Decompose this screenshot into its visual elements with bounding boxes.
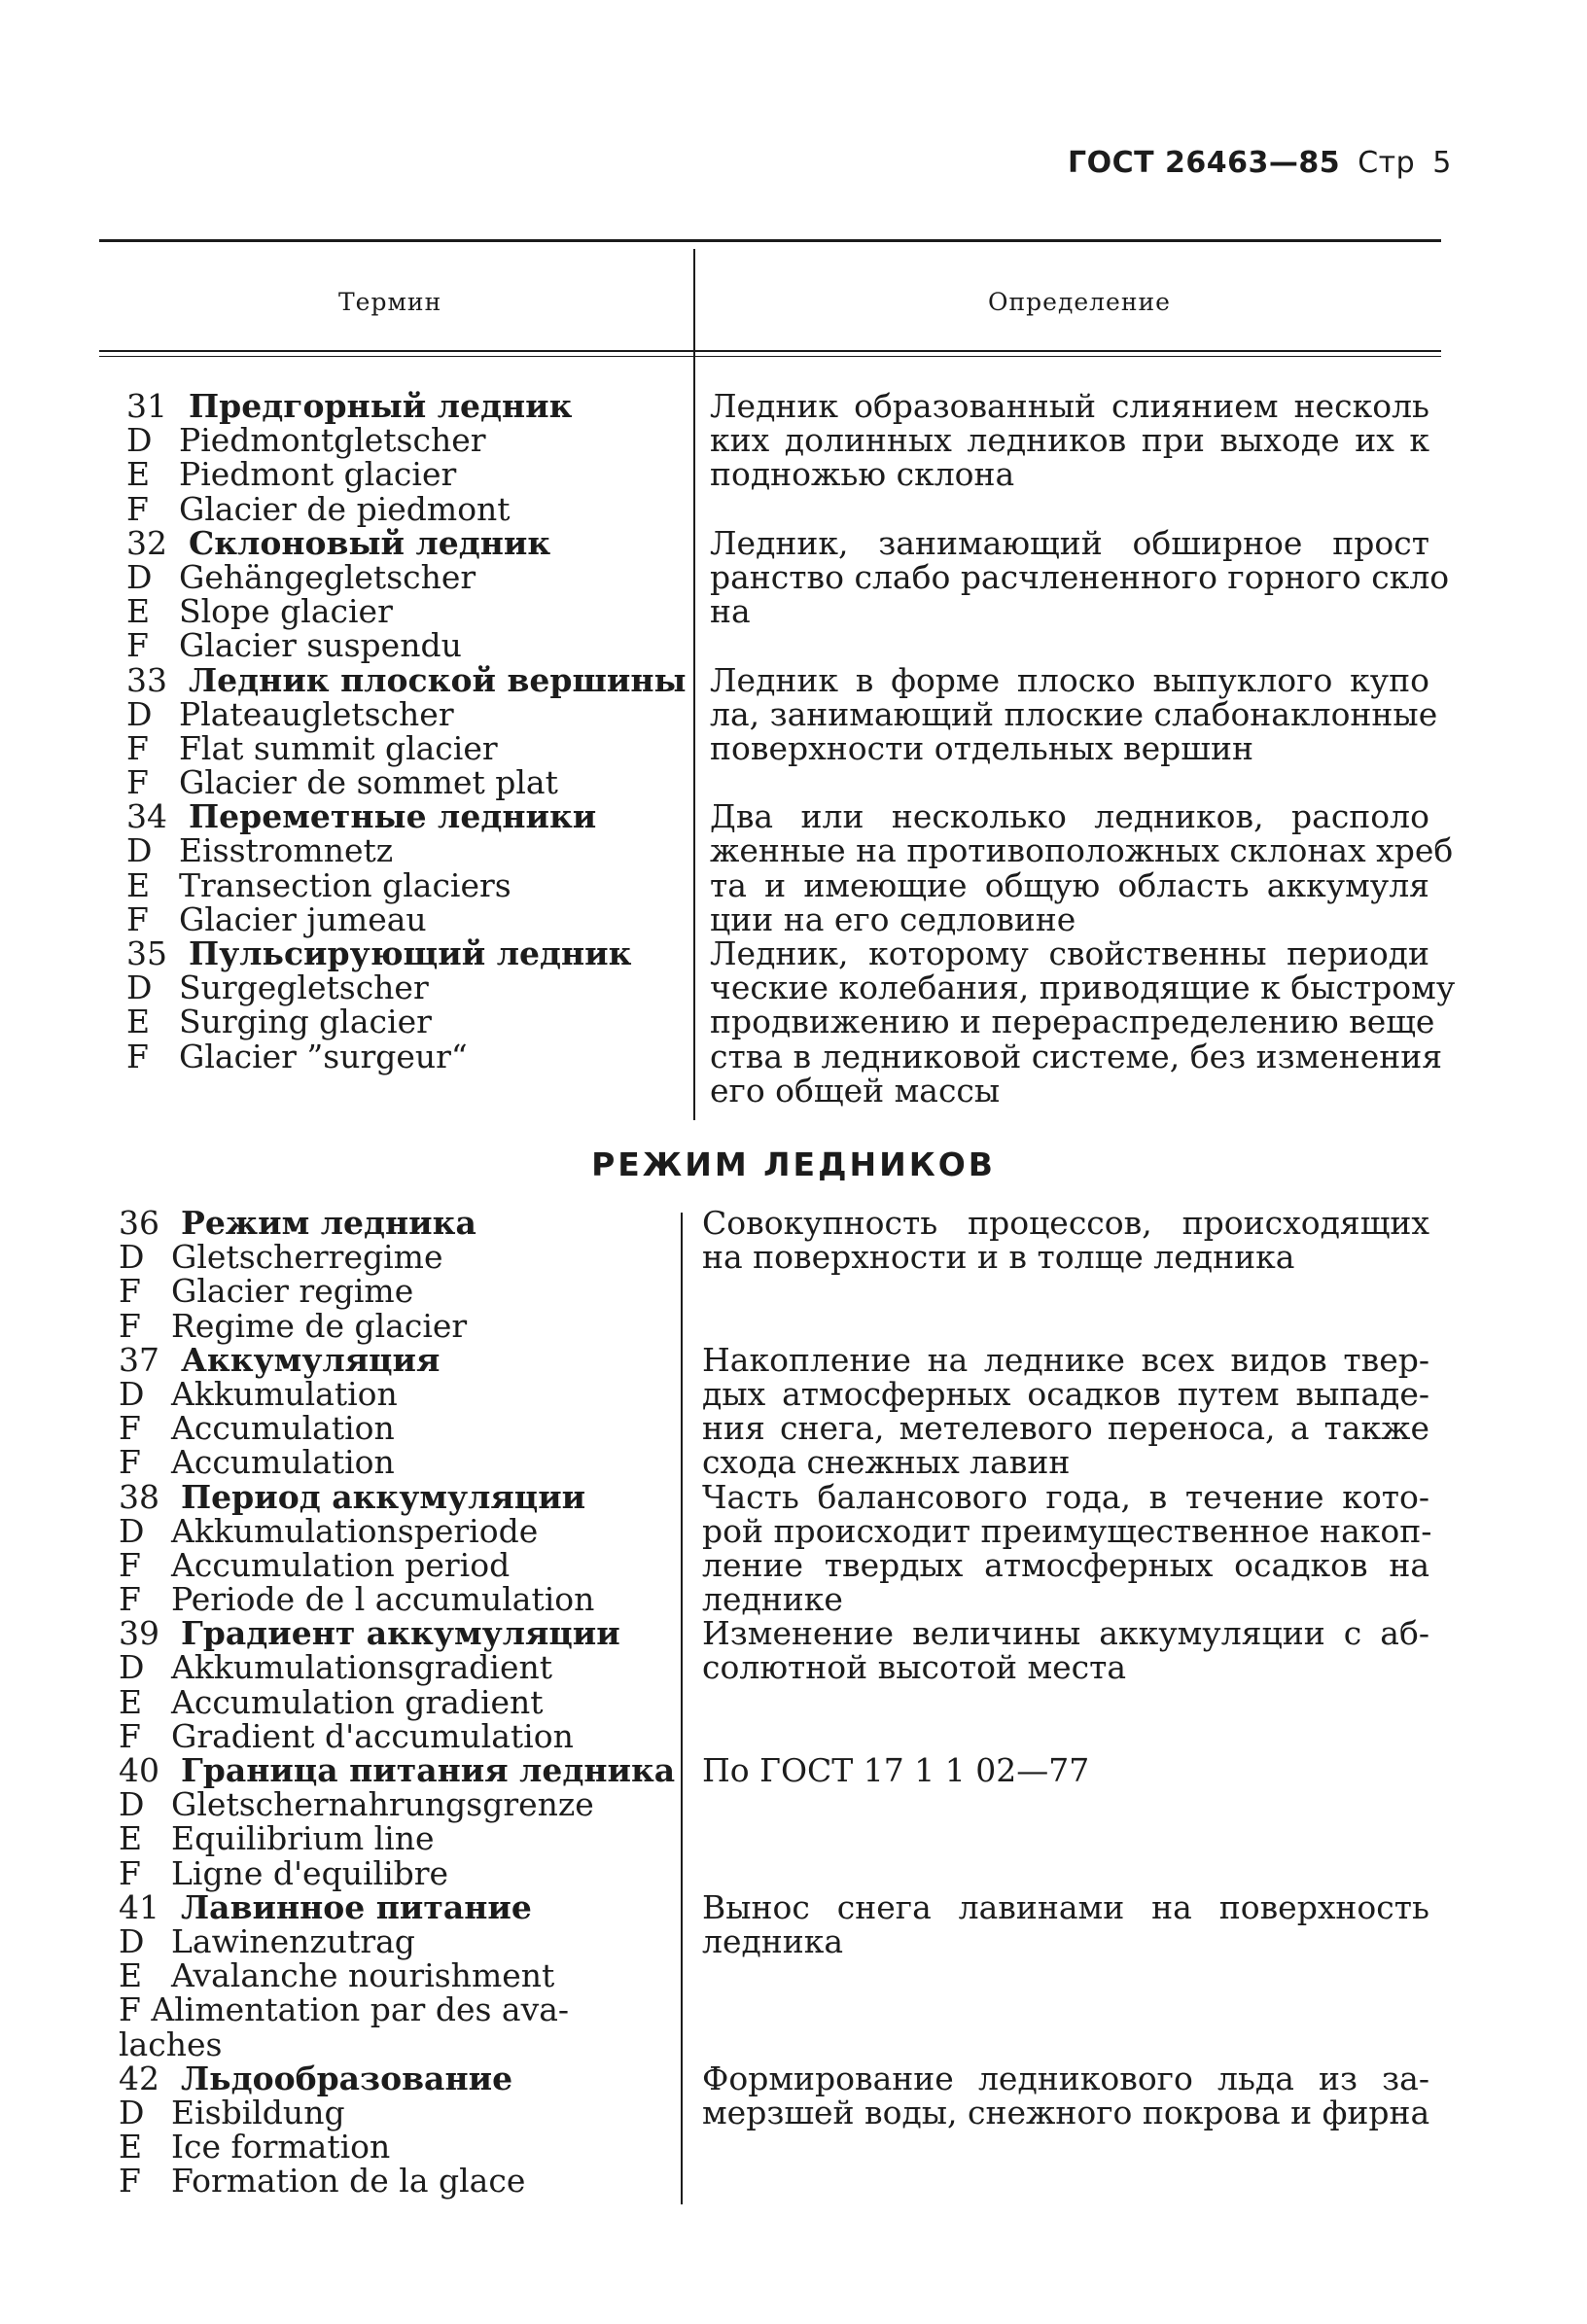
term-translation — [126, 968, 687, 1007]
term-number: 42 — [119, 2059, 159, 2097]
term-translation — [126, 1039, 687, 1074]
term-translation — [126, 694, 687, 733]
definition-line: Накопление на леднике всех видов твер- — [702, 1340, 1429, 1379]
column-divider-2 — [681, 1213, 683, 2204]
term-translation — [126, 865, 687, 904]
definition-line: схода снежных лавин — [702, 1443, 1071, 1482]
spacer — [702, 2027, 1429, 2061]
term-heading — [119, 1887, 675, 1926]
term-translation-text: Transection glaciers — [179, 865, 511, 904]
term-translation — [119, 1580, 675, 1619]
term-translation-text: Ligne d'equilibre — [171, 1853, 449, 1892]
term-translation-text: Flat summit glacier — [179, 728, 498, 767]
term-heading — [126, 523, 687, 562]
definition-line: Формирование ледникового льда из за- — [702, 2059, 1429, 2097]
term-translation-text: Akkumulationsgradient — [171, 1648, 553, 1687]
term-translation-text: Glacier de sommet plat — [179, 763, 558, 802]
term-translation — [126, 592, 687, 631]
term-translation — [119, 1272, 675, 1311]
term-name: Ледник плоской вершины — [189, 660, 687, 699]
term-name: Граница питания ледника — [181, 1751, 676, 1789]
term-translation-text: Glacier ”surgeur“ — [179, 1037, 468, 1075]
definition-line: ких долинных ледников при выходе их к — [710, 421, 1429, 460]
term-name: Пульсирующий ледник — [189, 934, 632, 972]
spacer — [702, 1787, 1429, 1821]
language-code: E — [126, 1003, 151, 1041]
term-heading — [126, 797, 687, 836]
term-translation — [126, 626, 687, 665]
language-code: E — [126, 455, 151, 494]
term-translation-text: Equilibrium line — [171, 1819, 435, 1858]
term-translation — [126, 557, 687, 596]
section-title: РЕЖИМ ЛЕДНИКОВ — [591, 1145, 996, 1183]
page-label: Стр — [1358, 146, 1416, 180]
term-translation-text: Gradient d'accumulation — [171, 1716, 574, 1755]
term-translation: laches — [119, 2025, 223, 2063]
term-translation — [119, 2095, 675, 2130]
term-translation — [119, 1716, 675, 1755]
term-translation-text: Eisbildung — [171, 2093, 345, 2131]
language-code: D — [126, 557, 153, 596]
term-translation-text: Eisstromnetz — [179, 831, 394, 870]
definition-line: Изменение величины аккумуляции с аб- — [702, 1614, 1429, 1653]
term-translation-text: Piedmont glacier — [179, 455, 457, 494]
definition-line: ции на его седловине — [710, 899, 1076, 938]
term-number: 41 — [119, 1887, 159, 1926]
term-translation — [119, 1443, 675, 1482]
term-heading — [126, 389, 687, 423]
definition-line: его общей массы — [710, 1071, 1001, 1109]
definition-line: Два или несколько ледников, располо — [710, 797, 1429, 836]
definition-line: мерзшей воды, снежного покрова и фирна — [702, 2093, 1430, 2131]
language-code: F — [126, 1037, 149, 1075]
column-header-term: Термин — [338, 288, 442, 316]
term-heading — [119, 1753, 675, 1787]
definition-line: та и имеющие общую область аккумуля — [710, 865, 1429, 904]
term-number: 32 — [126, 523, 167, 562]
language-code: D — [119, 1374, 145, 1413]
language-code: F — [119, 1443, 141, 1482]
term-translation — [119, 1819, 675, 1858]
term-translation — [119, 2162, 675, 2201]
term-translation — [126, 899, 687, 938]
term-name: Лавинное питание — [181, 1887, 532, 1926]
term-translation: F Alimentation par des ava- — [119, 1990, 570, 2029]
definition-line: ния снега, метелевого переноса, а также — [702, 1409, 1429, 1448]
language-code: E — [119, 2128, 143, 2166]
term-column-1 — [126, 389, 687, 1074]
definition-line: ледника — [702, 1921, 844, 1960]
definition-line: Ледник в форме плоско выпуклого купо — [710, 660, 1429, 699]
language-code: E — [126, 865, 151, 904]
term-translation — [126, 455, 687, 494]
language-code: E — [119, 1956, 143, 1995]
language-code: E — [126, 592, 151, 631]
definition-line: Часть балансового года, в течение кото- — [702, 1477, 1429, 1516]
definition-line: ранство слабо расчлененного горного скло — [710, 557, 1450, 596]
term-translation — [126, 728, 687, 767]
term-number: 31 — [126, 387, 167, 425]
definition-line: ческие колебания, приводящие к быстрому — [710, 968, 1456, 1007]
term-translation-text: Regime de glacier — [171, 1306, 468, 1345]
header-rule — [99, 350, 1441, 352]
language-code: E — [119, 1819, 143, 1858]
spacer — [702, 1821, 1429, 1855]
term-number: 35 — [126, 934, 167, 972]
definition-line: рой происходит преимущественное накоп- — [702, 1511, 1432, 1550]
term-number: 33 — [126, 660, 167, 699]
language-code: F — [126, 763, 149, 802]
term-translation-text: Akkumulationsperiode — [171, 1511, 539, 1550]
term-heading — [119, 2061, 675, 2095]
language-code: F — [126, 728, 149, 767]
term-translation-text: Periode de l accumulation — [171, 1580, 595, 1619]
language-code: F — [119, 1853, 141, 1892]
language-code: F — [119, 1306, 141, 1345]
spacer — [710, 492, 1429, 526]
term-heading — [119, 1206, 675, 1240]
term-translation — [119, 1785, 675, 1824]
spacer — [710, 765, 1429, 799]
definition-line: дых атмосферных осадков путем выпаде- — [702, 1374, 1429, 1413]
definition-line: Ледник образованный слиянием несколь — [710, 387, 1429, 425]
definition-line: ства в ледниковой системе, без изменения — [710, 1037, 1443, 1075]
language-code: D — [119, 1511, 145, 1550]
term-translation-text: Glacier suspendu — [179, 626, 462, 665]
term-number: 39 — [119, 1614, 159, 1653]
term-translation — [119, 1409, 675, 1448]
term-translation — [119, 1306, 675, 1345]
definition-line: подножью склона — [710, 455, 1015, 494]
language-code: F — [119, 1545, 141, 1584]
term-name: Переметные ледники — [189, 797, 597, 836]
term-name: Период аккумуляции — [181, 1477, 586, 1516]
column-header-definition: Определение — [988, 288, 1171, 316]
standard-number: ГОСТ 26463—85 — [1068, 146, 1341, 180]
term-name: Предгорный ледник — [189, 387, 573, 425]
language-code: D — [126, 831, 153, 870]
page-number: 5 — [1432, 146, 1452, 180]
language-code: F — [119, 1580, 141, 1619]
spacer — [702, 1992, 1429, 2026]
term-translation-text: Lawinenzutrag — [171, 1921, 415, 1960]
language-code: F — [126, 626, 149, 665]
term-translation-text: Gehängegletscher — [179, 557, 476, 596]
term-translation — [126, 763, 687, 802]
term-name: Льдообразование — [181, 2059, 513, 2097]
term-translation — [119, 1511, 675, 1550]
term-translation-text: Gletschernahrungsgrenze — [171, 1785, 594, 1824]
term-translation — [119, 1374, 675, 1413]
spacer — [702, 1309, 1429, 1343]
language-code: D — [126, 694, 153, 733]
term-number: 36 — [119, 1204, 159, 1242]
term-column-2 — [119, 1204, 676, 2201]
term-heading — [126, 936, 687, 970]
term-translation — [119, 1682, 675, 1721]
term-translation-text: Surgegletscher — [179, 968, 429, 1007]
term-heading — [119, 1614, 675, 1653]
term-translation — [119, 1853, 675, 1892]
spacer — [710, 628, 1429, 662]
definition-column-1 — [710, 387, 1456, 1109]
definition-line: поверхности отдельных вершин — [710, 728, 1253, 767]
term-translation — [119, 1921, 675, 1960]
term-translation-text: Akkumulation — [171, 1374, 398, 1413]
definition-line: на — [710, 592, 751, 631]
definition-line: Совокупность процессов, происходящих — [702, 1204, 1429, 1242]
term-heading — [126, 660, 687, 699]
term-number: 38 — [119, 1477, 159, 1516]
definition-line: Ледник, занимающий обширное прост — [710, 523, 1429, 562]
term-translation-text: Surging glacier — [179, 1003, 432, 1041]
term-translation-text: Accumulation gradient — [171, 1682, 544, 1721]
language-code: D — [119, 1648, 145, 1687]
term-number: 40 — [119, 1751, 159, 1789]
definition-line: женные на противоположных склонах хреб — [710, 831, 1454, 870]
language-code: F — [126, 489, 149, 528]
term-translation — [119, 1238, 675, 1277]
definition-column-2 — [702, 1204, 1432, 2131]
term-translation-text: Gletscherregime — [171, 1238, 443, 1277]
term-translation — [126, 421, 687, 460]
term-translation-text: Accumulation — [171, 1409, 395, 1448]
term-name: Аккумуляция — [181, 1340, 441, 1379]
language-code: D — [126, 968, 153, 1007]
term-translation-text: Piedmontgletscher — [179, 421, 486, 460]
definition-line: ление твердых атмосферных осадков на — [702, 1545, 1429, 1584]
page-header — [1068, 146, 1452, 180]
term-translation — [119, 1545, 675, 1584]
language-code: F — [119, 2162, 141, 2201]
definition-line: продвижению и перераспределению веще — [710, 1003, 1435, 1041]
spacer — [702, 1685, 1429, 1719]
header-rule-thin — [99, 356, 1441, 357]
term-translation-text: Avalanche nourishment — [171, 1956, 555, 1995]
term-name: Склоновый ледник — [189, 523, 551, 562]
definition-line: на поверхности и в толще ледника — [702, 1238, 1295, 1277]
term-heading — [119, 1340, 675, 1379]
column-divider-1 — [693, 249, 695, 1120]
term-name: Градиент аккумуляции — [181, 1614, 620, 1653]
term-translation-text: Ice formation — [171, 2128, 391, 2166]
definition-line: солютной высотой места — [702, 1648, 1127, 1687]
language-code: E — [119, 1682, 143, 1721]
term-translation-text: Glacier regime — [171, 1272, 414, 1311]
term-translation-text: Glacier de piedmont — [179, 489, 511, 528]
language-code: D — [119, 2093, 145, 2131]
term-heading — [119, 1477, 675, 1516]
term-translation — [126, 489, 687, 528]
term-translation — [119, 2130, 675, 2164]
term-translation-text: Accumulation — [171, 1443, 395, 1482]
term-translation — [126, 1004, 687, 1039]
spacer — [702, 1719, 1429, 1753]
definition-line: леднике — [702, 1580, 843, 1619]
term-name: Режим ледника — [181, 1204, 476, 1242]
term-number: 34 — [126, 797, 167, 836]
definition-line: По ГОСТ 17 1 1 02—77 — [702, 1751, 1090, 1789]
spacer — [702, 1856, 1429, 1890]
language-code: D — [126, 421, 153, 460]
language-code: F — [126, 899, 149, 938]
definition-line: ла, занимающий плоские слабонаклонные — [710, 694, 1438, 733]
language-code: D — [119, 1785, 145, 1824]
term-translation — [119, 1648, 675, 1687]
term-translation-text: Formation de la glace — [171, 2162, 526, 2201]
language-code: F — [119, 1409, 141, 1448]
language-code: D — [119, 1921, 145, 1960]
language-code: F — [119, 1272, 141, 1311]
definition-line: Ледник, которому свойственны периоди — [710, 934, 1429, 972]
definition-line: Вынос снега лавинами на поверхность — [702, 1887, 1429, 1926]
term-translation-text: Plateaugletscher — [179, 694, 454, 733]
term-translation — [126, 831, 687, 870]
spacer — [702, 1958, 1429, 1992]
language-code: F — [119, 1716, 141, 1755]
term-translation-text: Accumulation period — [171, 1545, 511, 1584]
term-translation-text: Slope glacier — [179, 592, 393, 631]
term-number: 37 — [119, 1340, 159, 1379]
term-translation — [119, 1956, 675, 1995]
language-code: D — [119, 1238, 145, 1277]
term-translation-text: Glacier jumeau — [179, 899, 427, 938]
top-rule — [99, 239, 1441, 242]
spacer — [702, 1274, 1429, 1308]
